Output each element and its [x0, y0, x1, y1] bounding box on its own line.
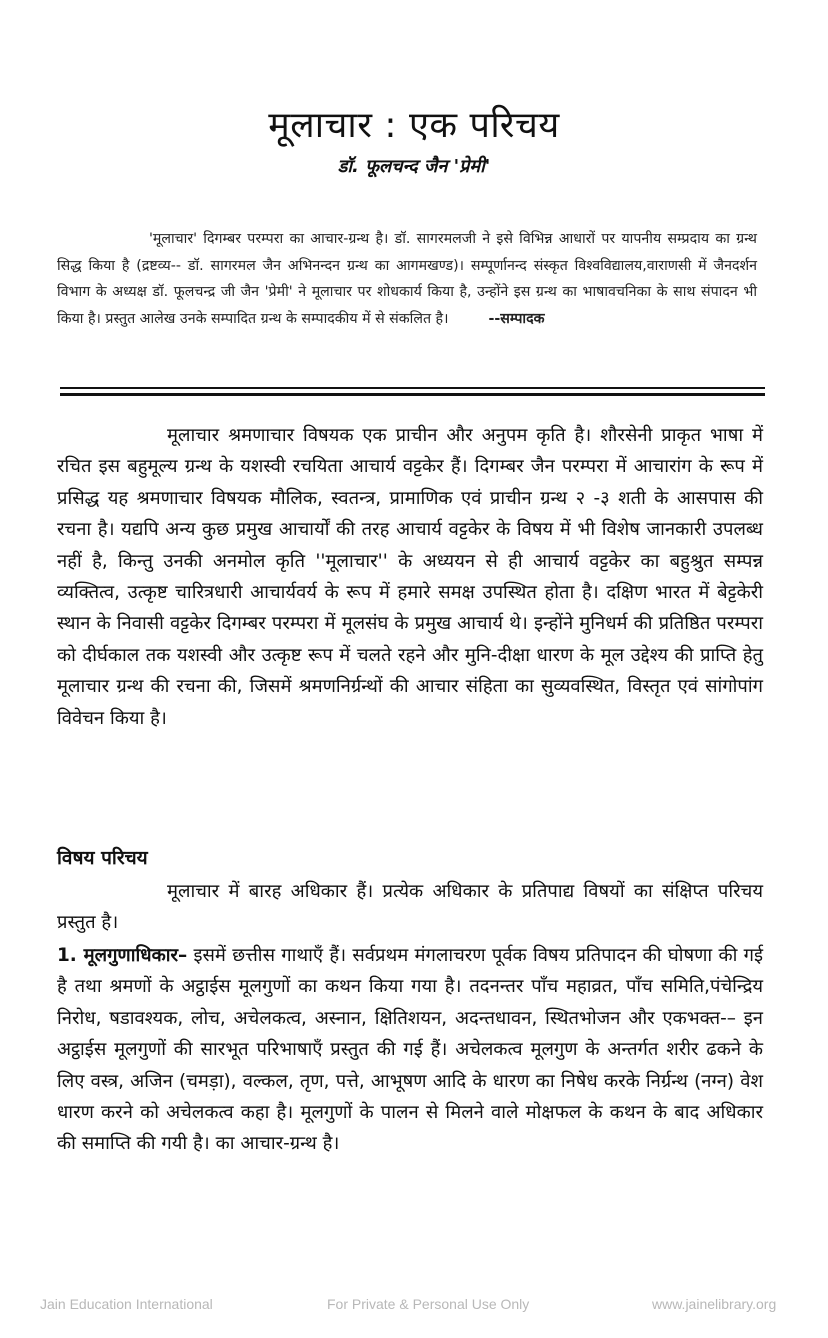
article-title: मूलाचार : एक परिचय: [268, 105, 560, 146]
intro-paragraph-text: मूलाचार श्रमणाचार विषयक एक प्राचीन और अनुपम कृति है। शौरसेनी प्राकृत भाषा में रचित इस बहुमूल्य ग्रन्थ के यशस्वी रचयिता आचार्य वट्टकेर हैं। दिगम्बर जैन परम्परा में आचारांग के रूप में प्रसिद्ध यह श्रमणाचार विषयक मौलिक, स्वतन्त्र, प्रामाणिक एवं प्राचीन ग्रन्थ २ -३ शती के आसपास की रचना है। यद्यपि अन्य कुछ प्रमुख आचार्यों की तरह आचार्य वट्टकेर के विषय में भी विशेष जानकारी उपलब्ध नहीं है, किन्तु उनकी अनमोल कृति ''मूलाचार'' के अध्ययन से ही आचार्य वट्टकेर का बहुश्रुत सम्पन्न व्यक्तित्व, उत्कृष्ट चारित्रधारी आचार्यवर्य के रूप में हमारे समक्ष उपस्थित होता है। दक्षिण भारत में बेट्टकेरी स्थान के निवासी वट्टकेर दिगम्बर परम्परा में मूलसंघ के प्रमुख आचार्य थे। इन्होंने मुनिधर्म की प्रतिष्ठित परम्परा को दीर्घकाल तक यशस्वी और उत्कृष्ट रूप में चलते रहने और मुनि-दीक्षा धारण के मूल उद्देश्य की प्राप्ति हेतु मूलाचार ग्रन्थ की रचना की, जिसमें श्रमणनिर्ग्रन्थों की आचार संहिता का सुव्यवस्थित, विस्तृत एवं सांगोपांग विवेचन किया है।: [57, 425, 763, 729]
overview-paragraph-text: मूलाचार में बारह अधिकार हैं। प्रत्येक अधिकार के प्रतिपाद्य विषयों का संक्षिप्त परिचय प्रस्तुत है।: [57, 881, 763, 934]
page-footer: [0, 1296, 828, 1320]
editor-signature: --सम्पादक: [488, 310, 545, 327]
chapter-text: इसमें छत्तीस गाथाएँ हैं। सर्वप्रथम मंगलाचरण पूर्वक विषय प्रतिपादन की घोषणा की गई है तथा श्रमणों के अट्ठाईस मूलगुणों का कथन किया गया है। तदनन्तर पाँच महाव्रत, पाँच समिति,पंचेन्द्रिय निरोध, षडावश्यक, लोच, अचेलकत्व, अस्नान, क्षितिशयन, अदन्तधावन, स्थितभोजन और एकभक्त-– इन अट्ठाईस मूलगुणों की सारभूत परिभाषाएँ प्रस्तुत की गई हैं। अचेलकत्व मूलगुण के अन्तर्गत शरीर ढकने के लिए वस्त्र, अजिन (चमड़ा), वल्कल, तृण, पत्ते, आभूषण आदि के धारण का निषेध करके निर्ग्रन्थ (नग्न) वेश धारण करने को अचेलकत्व कहा है। मूलगुणों के पालन से मिलने वाले मोक्षफल के कथन के बाद अधिकार की समाप्ति की गयी है। का आचार-ग्रन्थ है।: [57, 945, 763, 1155]
author-name: डॉ. फूलचन्द जैन 'प्रेमी': [337, 156, 491, 177]
overview-paragraph: [57, 876, 763, 939]
divider-thin: [60, 387, 765, 389]
intro-paragraph: [57, 420, 763, 734]
footer-usage-note: For Private & Personal Use Only: [327, 1296, 530, 1312]
footer-publisher: Jain Education International: [40, 1296, 213, 1312]
section-heading: विषय परिचय: [57, 847, 148, 869]
editor-note-text: 'मूलाचार' दिगम्बर परम्परा का आचार-ग्रन्थ है। डॉ. सागरमलजी ने इसे विभिन्न आधारों पर यापनीय सम्प्रदाय का ग्रन्थ सिद्ध किया है (द्रष्टव्य-- डॉ. सागरमल जैन अभिनन्दन ग्रन्थ का आगमखण्ड)। सम्पूर्णानन्द संस्कृत विश्वविद्यालय,वाराणसी में जैनदर्शन विभाग के अध्यक्ष डॉ. फूलचन्द्र जी जैन 'प्रेमी' ने मूलाचार पर शोधकार्य किया है, उन्होंने इस ग्रन्थ का भाषावचनिका के साथ संपादन भी किया है। प्रस्तुत आलेख उनके सम्पादित ग्रन्थ के सम्पादकीय में से संकलित है।: [57, 231, 757, 327]
chapter-lead: 1. मूलगुणाधिकार–: [57, 945, 188, 966]
mulagunadhikar-paragraph: [57, 940, 763, 1160]
editor-note: [57, 226, 757, 332]
footer-website: www.jainelibrary.org: [652, 1296, 777, 1312]
divider-thick: [60, 393, 765, 396]
